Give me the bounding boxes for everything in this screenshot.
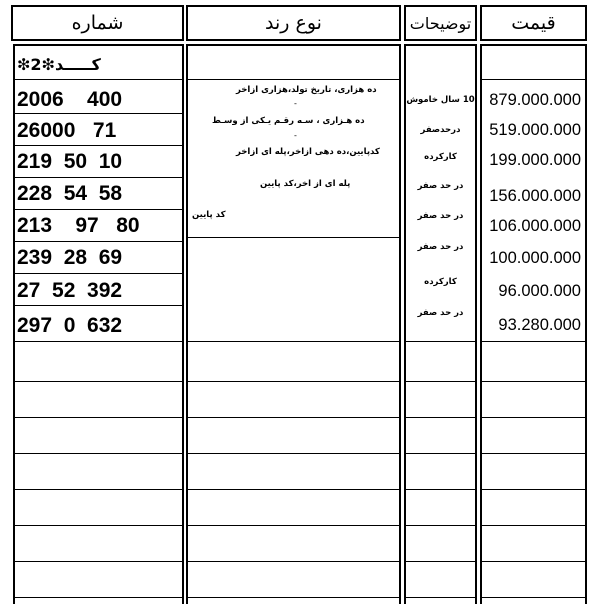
plate-description: در حد صفر bbox=[417, 211, 464, 221]
plate-price: 96.000.000 bbox=[498, 282, 581, 300]
row-divider bbox=[15, 489, 182, 490]
type-mark: - bbox=[294, 99, 297, 108]
plate-description: در حد صفر bbox=[417, 242, 464, 252]
header-description bbox=[404, 5, 477, 41]
row-divider bbox=[15, 525, 182, 526]
row-divider bbox=[15, 561, 182, 562]
plate-price: 879.000.000 bbox=[489, 91, 581, 109]
plate-price: 199.000.000 bbox=[489, 151, 581, 169]
plate-description: در حد صفر bbox=[417, 181, 464, 191]
plate-type-column bbox=[186, 44, 401, 604]
plate-price: 100.000.000 bbox=[489, 249, 581, 267]
row-divider bbox=[15, 113, 182, 114]
plate-price: 106.000.000 bbox=[489, 217, 581, 235]
row-divider bbox=[482, 597, 585, 598]
header-number-label: شماره bbox=[71, 12, 124, 34]
row-divider bbox=[482, 453, 585, 454]
plate-number: 2006 400 bbox=[17, 88, 123, 111]
row-divider bbox=[15, 145, 182, 146]
row-divider bbox=[15, 241, 182, 242]
row-divider bbox=[15, 597, 182, 598]
row-divider bbox=[188, 597, 399, 598]
plate-description: کارکرده bbox=[424, 277, 457, 287]
row-divider bbox=[482, 381, 585, 382]
row-divider bbox=[188, 381, 399, 382]
row-divider bbox=[15, 79, 182, 80]
code-label: کـــــد❇2❇ bbox=[17, 55, 101, 74]
row-divider bbox=[482, 489, 585, 490]
plate-price: 519.000.000 bbox=[489, 121, 581, 139]
plate-number: 26000 71 bbox=[17, 119, 117, 142]
row-divider bbox=[406, 381, 475, 382]
row-divider bbox=[482, 525, 585, 526]
row-divider bbox=[188, 341, 399, 342]
row-divider bbox=[188, 237, 399, 238]
plate-number: 27 52 392 bbox=[17, 279, 123, 302]
plate-type: کدپایین،ده دهی ازاخر،پله ای ازاخر bbox=[236, 147, 380, 157]
plate-type: پله ای از اخر،کد پایین bbox=[260, 179, 351, 189]
row-divider bbox=[15, 305, 182, 306]
plate-type: ده هـزاری ، سـه رقـم یـکی از وسـط bbox=[212, 116, 365, 126]
row-divider bbox=[15, 417, 182, 418]
row-divider bbox=[406, 341, 475, 342]
header-price-label: قیمت bbox=[511, 12, 556, 34]
row-divider bbox=[482, 561, 585, 562]
plate-description: در حد صفر bbox=[417, 308, 464, 318]
row-divider bbox=[406, 525, 475, 526]
row-divider bbox=[406, 453, 475, 454]
plate-type: ده هزاری، تاریخ تولد،هزاری ازاخر bbox=[236, 85, 377, 95]
header-plate-type bbox=[186, 5, 401, 41]
plate-number: 228 54 58 bbox=[17, 182, 123, 205]
row-divider bbox=[188, 453, 399, 454]
row-divider bbox=[406, 597, 475, 598]
row-divider bbox=[482, 341, 585, 342]
row-divider bbox=[406, 489, 475, 490]
row-divider bbox=[188, 79, 399, 80]
row-divider bbox=[406, 561, 475, 562]
row-divider bbox=[188, 561, 399, 562]
row-divider bbox=[188, 489, 399, 490]
row-divider bbox=[15, 453, 182, 454]
plate-type: کد پایین bbox=[192, 210, 226, 220]
header-number bbox=[11, 5, 184, 41]
row-divider bbox=[482, 79, 585, 80]
plate-number: 239 28 69 bbox=[17, 246, 123, 269]
plate-price: 93.280.000 bbox=[498, 316, 581, 334]
plate-price: 156.000.000 bbox=[489, 187, 581, 205]
plate-description: کارکرده bbox=[424, 152, 457, 162]
header-description-label: توضیحات bbox=[409, 13, 472, 33]
header-type-label: نوع رند bbox=[265, 12, 322, 34]
row-divider bbox=[15, 177, 182, 178]
header-price bbox=[480, 5, 587, 41]
type-mark: - bbox=[294, 131, 297, 140]
plate-description: 10 سال خاموش bbox=[406, 95, 475, 105]
row-divider bbox=[15, 273, 182, 274]
plate-number: 213 97 80 bbox=[17, 214, 140, 237]
row-divider bbox=[188, 525, 399, 526]
row-divider bbox=[188, 417, 399, 418]
plate-number: 219 50 10 bbox=[17, 150, 123, 173]
row-divider bbox=[15, 381, 182, 382]
row-divider bbox=[15, 341, 182, 342]
row-divider bbox=[482, 417, 585, 418]
row-divider bbox=[406, 417, 475, 418]
row-divider bbox=[15, 209, 182, 210]
plate-description: درحدصفر bbox=[420, 125, 461, 135]
plate-number: 297 0 632 bbox=[17, 314, 123, 337]
